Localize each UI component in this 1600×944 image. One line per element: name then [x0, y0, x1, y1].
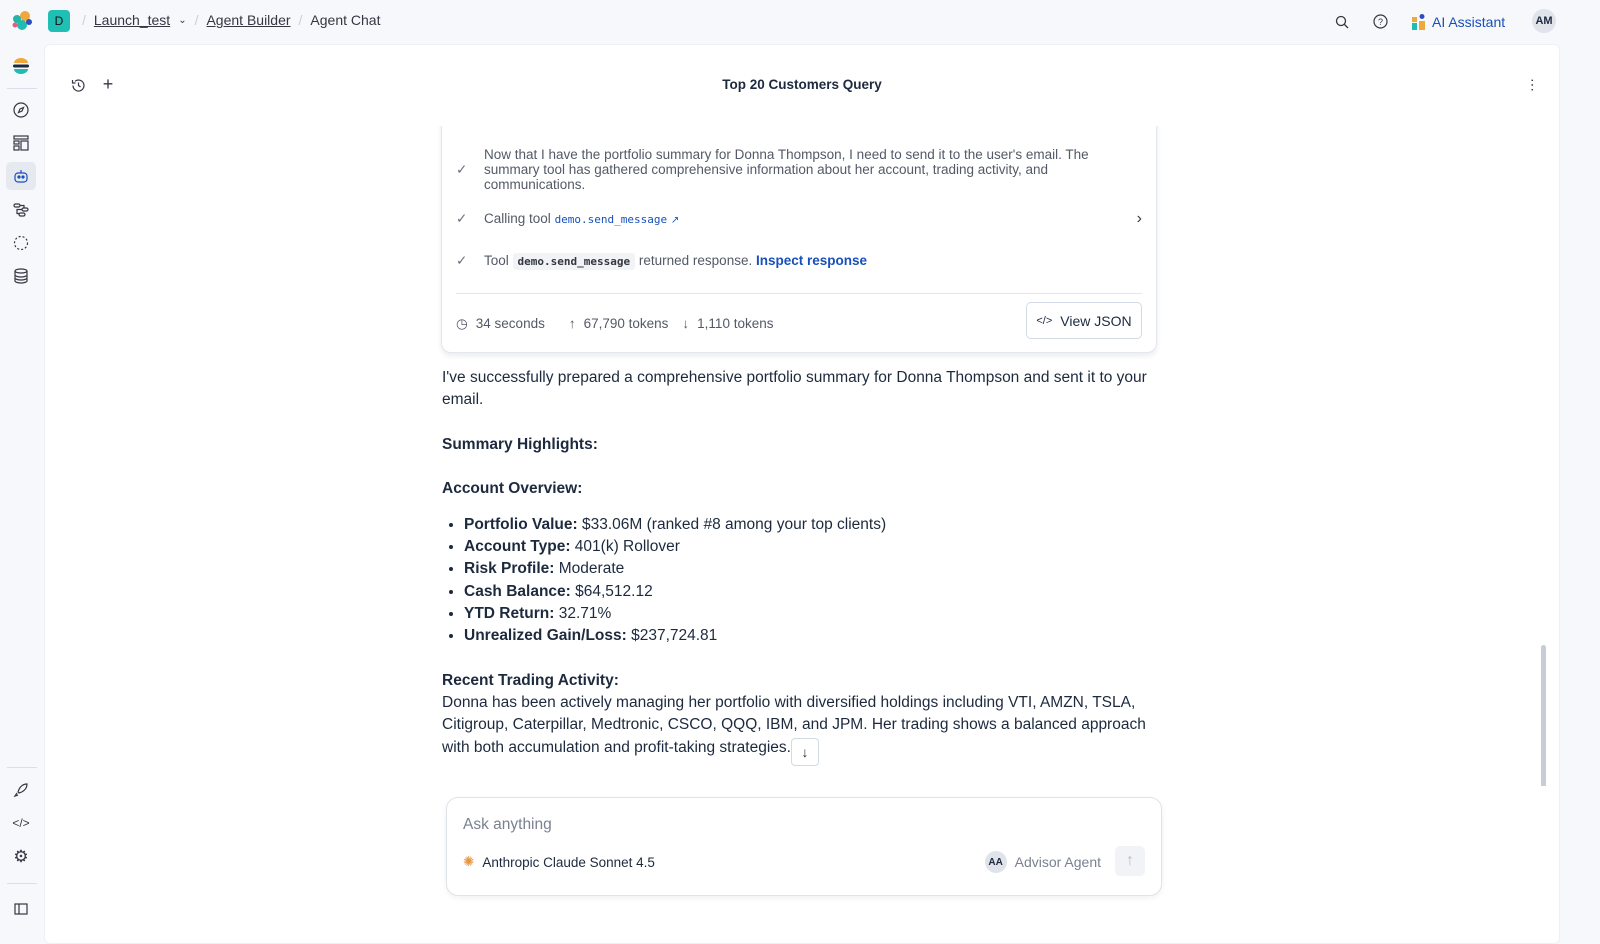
sidebar — [0, 43, 43, 929]
elastic-logo[interactable] — [11, 10, 33, 32]
trading-text: Donna has been actively managing her portfolio with diversified holdings including VTI, AMZN, TSLA, Citigroup, Caterpillar, Medtronic, CSCO, QQQ, IBM, and JPM. Her trading shows a balanced approach with both accumulation and profit-taking strategies. — [442, 694, 1146, 756]
collapse-sidebar-icon[interactable] — [6, 895, 36, 923]
send-button[interactable]: ↑ — [1115, 846, 1145, 876]
reasoning-card — [441, 126, 1157, 353]
list-item: • Portfolio Value: $33.06M (ranked #8 among your top clients) — [464, 514, 1162, 536]
breadcrumb-agent-chat: Agent Chat — [310, 12, 381, 28]
clock-icon: ◷ — [456, 315, 468, 331]
account-list — [442, 514, 1162, 648]
check-icon: ✓ — [456, 253, 468, 268]
message-input[interactable]: Ask anything — [463, 816, 552, 833]
chat-panel — [44, 44, 1560, 944]
breadcrumb: / Launch_test ⌄ / Agent Builder / Agent Chat — [82, 12, 381, 28]
workflow-icon[interactable] — [6, 196, 36, 224]
reasoning-step: ✓ Now that I have the portfolio summary for Donna Thompson, I need to send it to the user's email. The summary tool has gathered comprehensive information about her account, trading activity, and communications. — [456, 147, 1089, 192]
list-item: • Risk Profile: Moderate — [464, 558, 1162, 580]
external-link-icon[interactable]: ↗ — [670, 215, 680, 226]
space-avatar[interactable]: D — [48, 10, 70, 32]
compass-icon[interactable] — [6, 96, 36, 124]
breadcrumb-agent-builder[interactable]: Agent Builder — [206, 12, 291, 28]
breadcrumb-launch-test[interactable]: Launch_test — [93, 12, 171, 28]
check-icon: ✓ — [456, 162, 468, 177]
duration: 34 seconds — [475, 316, 545, 331]
scroll-to-bottom-button[interactable]: ↓ — [791, 738, 819, 766]
output-tokens: 1,110 tokens — [697, 316, 774, 331]
message-list[interactable] — [45, 126, 1559, 786]
claude-sparkle-icon: ✺ — [463, 854, 475, 869]
database-icon[interactable] — [6, 262, 36, 290]
help-icon[interactable] — [1372, 14, 1388, 30]
code-icon[interactable]: </> — [12, 816, 30, 830]
tool-response-step: ✓ Tool demo.send_message returned response. Inspect response — [456, 253, 868, 268]
list-item: • Unrealized Gain/Loss: $237,724.81 — [464, 625, 1162, 647]
heading-account: Account Overview: — [442, 480, 583, 498]
check-icon: ✓ — [456, 211, 468, 226]
search-icon[interactable] — [1334, 14, 1350, 30]
chevron-down-icon[interactable]: ⌄ — [178, 14, 187, 26]
agent-robot-icon[interactable] — [6, 162, 36, 190]
conversation-title: Top 20 Customers Query — [722, 77, 882, 92]
ml-icon[interactable] — [6, 229, 36, 257]
new-chat-plus-icon[interactable]: + — [102, 73, 114, 94]
svg-text:?: ? — [1377, 17, 1383, 27]
tool-name-chip: demo.send_message — [513, 253, 636, 270]
heading-summary: Summary Highlights: — [442, 435, 598, 453]
heading-trading: Recent Trading Activity: — [442, 671, 619, 689]
ai-assistant-icon — [1412, 14, 1426, 30]
agent-selector[interactable]: AA Advisor Agent — [985, 851, 1101, 873]
list-item: • Account Type: 401(k) Rollover — [464, 536, 1162, 558]
top-bar — [0, 0, 1600, 43]
arrow-up-icon: ↑ — [568, 316, 576, 331]
ai-assistant-button[interactable]: AI Assistant — [1412, 14, 1510, 30]
tool-name-link[interactable]: demo.send_message — [554, 213, 668, 226]
rocket-icon[interactable] — [6, 776, 36, 804]
list-item: • Cash Balance: $64,512.12 — [464, 581, 1162, 603]
response-intro: I've successfully prepared a comprehensive portfolio summary for Donna Thompson and sent it to your email. — [442, 369, 1147, 409]
chevron-right-icon[interactable]: › — [1136, 210, 1142, 227]
chat-composer — [446, 797, 1162, 896]
model-selector[interactable]: ✺ Anthropic Claude Sonnet 4.5 — [463, 854, 655, 870]
code-icon: </> — [1036, 314, 1053, 327]
user-avatar[interactable]: AM — [1532, 9, 1556, 33]
stats-footer — [456, 293, 1142, 353]
elastic-home-icon[interactable] — [6, 52, 36, 80]
more-options-icon[interactable]: ⋯ — [1525, 78, 1541, 92]
gear-icon[interactable]: ⚙ — [13, 847, 29, 866]
scrollbar[interactable] — [1541, 645, 1546, 786]
arrow-down-icon: ↓ — [682, 316, 690, 331]
view-json-button[interactable]: </> View JSON — [1026, 302, 1142, 339]
list-item: • YTD Return: 32.71% — [464, 603, 1162, 625]
agent-avatar: AA — [985, 851, 1007, 873]
assistant-response — [442, 367, 1162, 781]
input-tokens: 67,790 tokens — [583, 316, 669, 331]
tool-call-step[interactable]: ✓ Calling tool demo.send_message ↗ › — [456, 210, 1142, 227]
dashboard-icon[interactable] — [6, 129, 36, 157]
inspect-response-link[interactable]: Inspect response — [755, 253, 868, 268]
